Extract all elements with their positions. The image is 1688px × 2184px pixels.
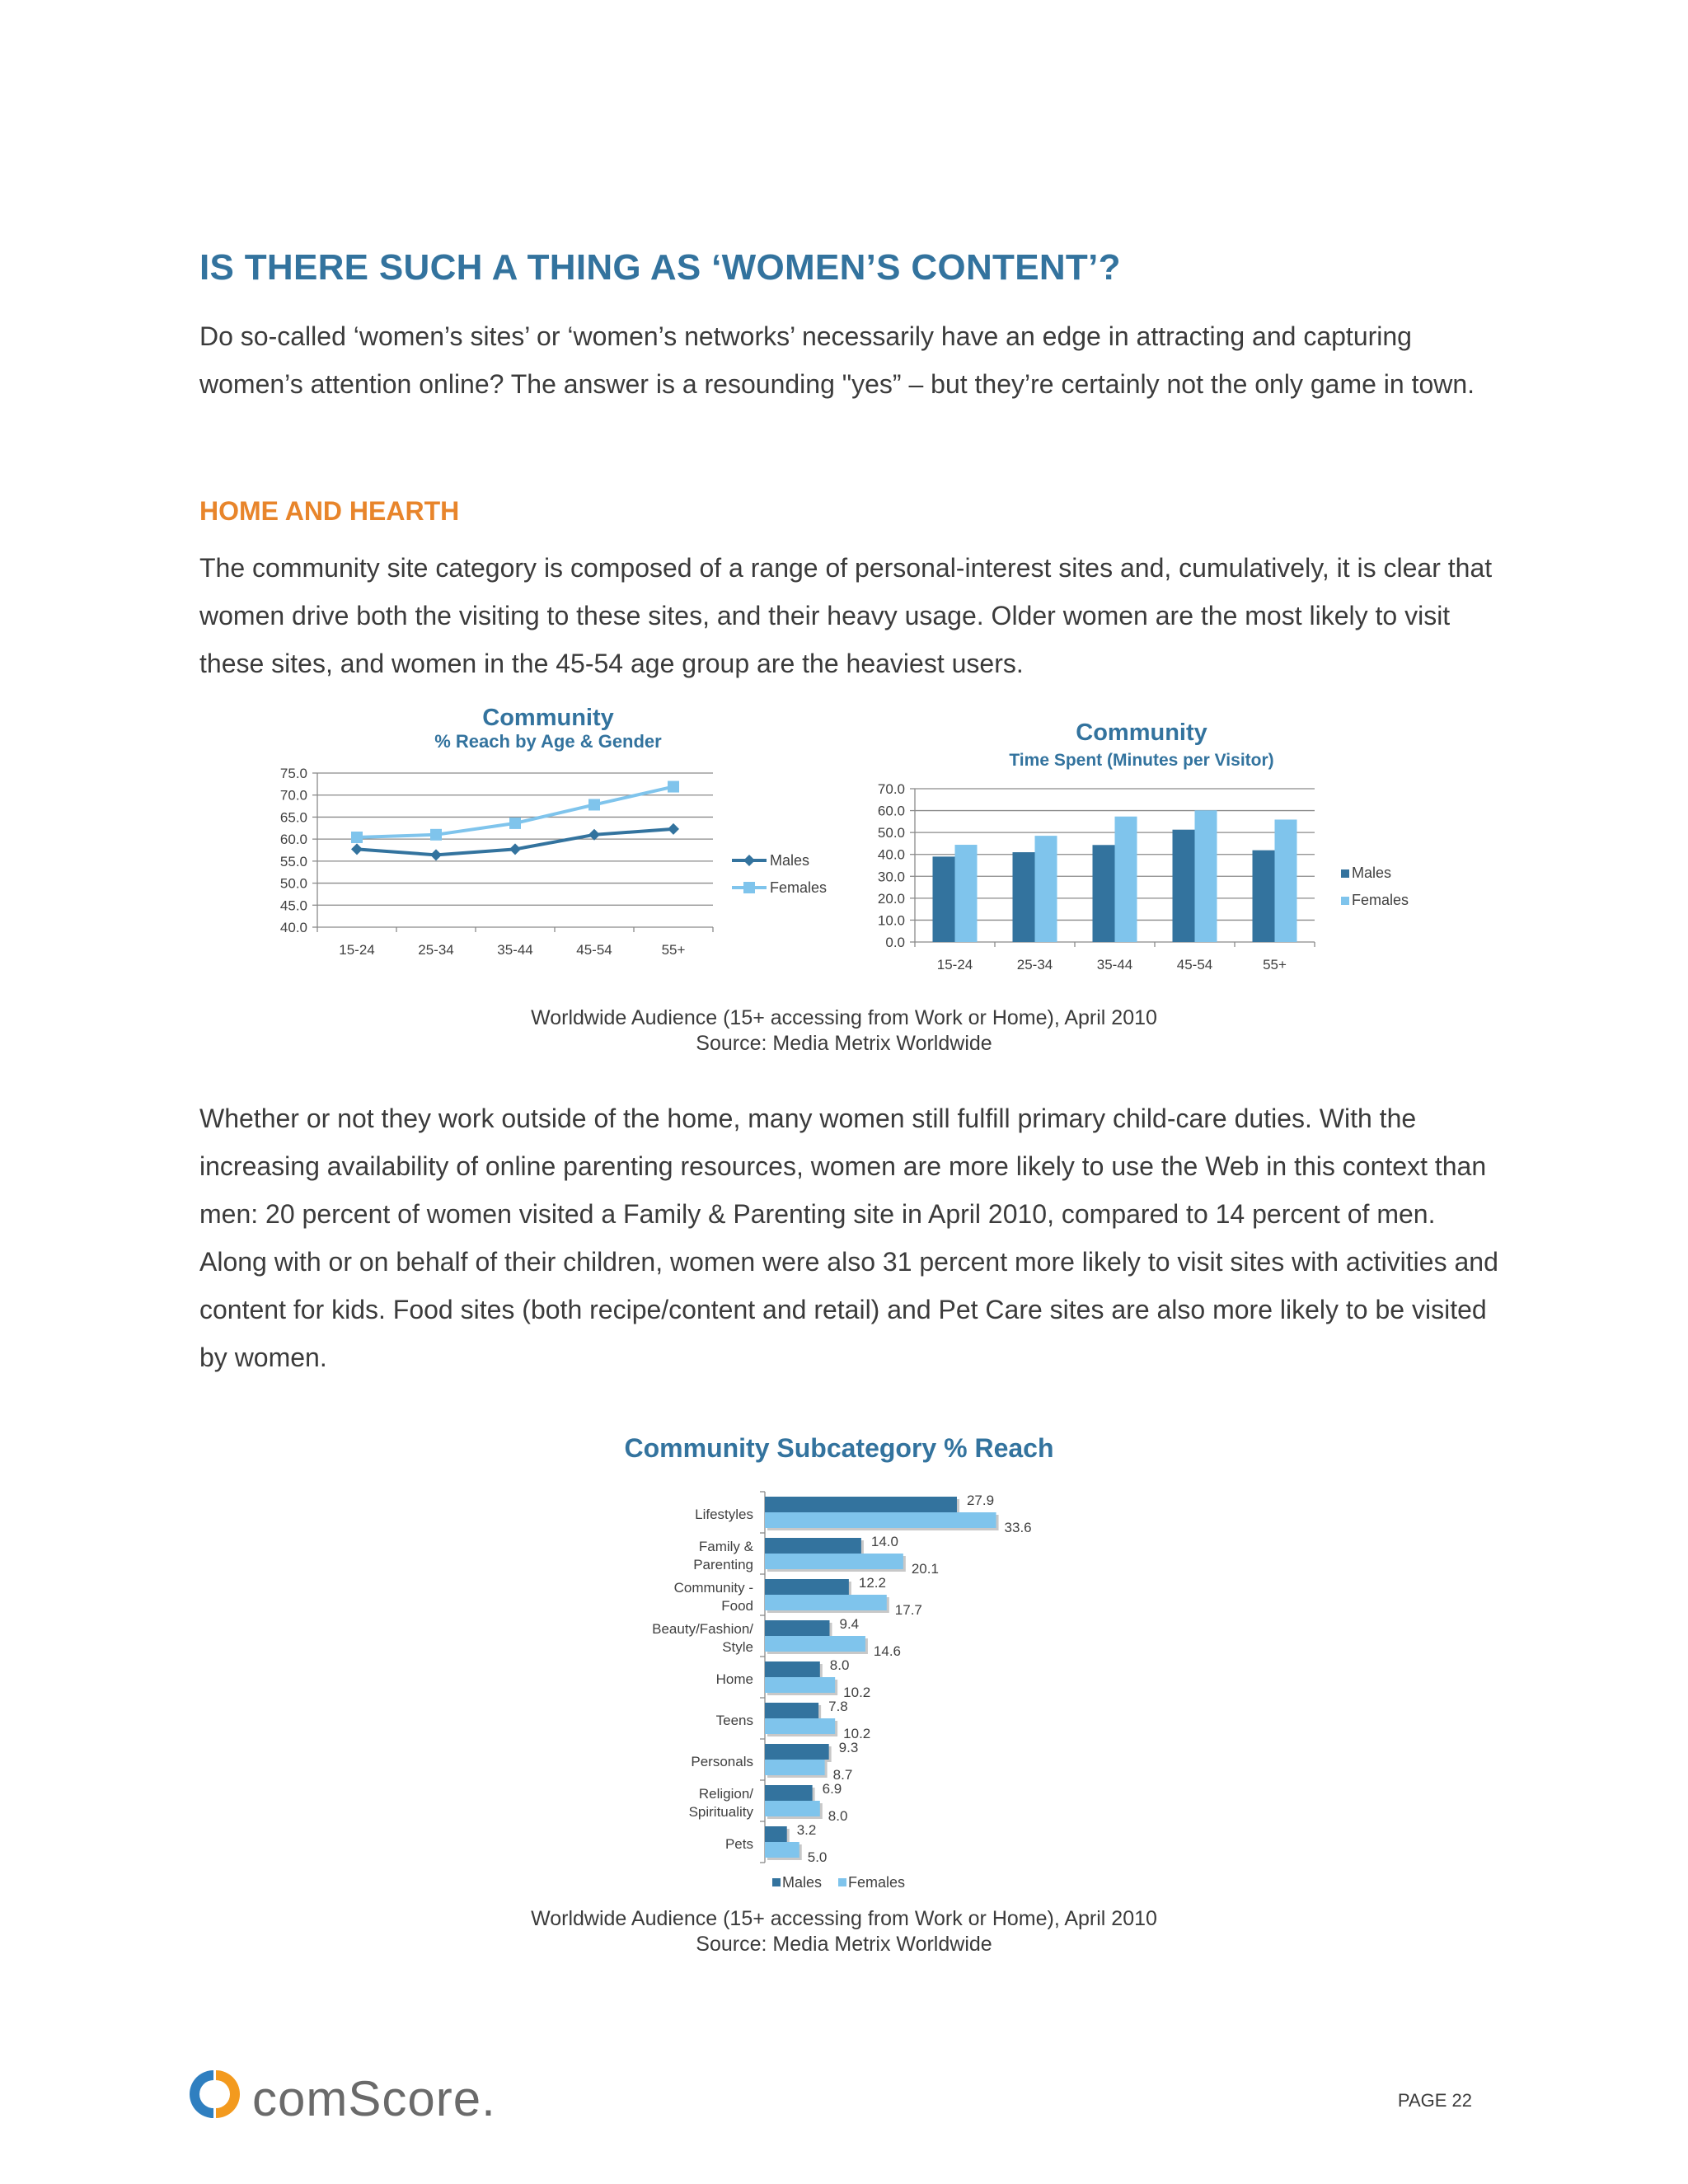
bar-males — [765, 1661, 820, 1677]
bar-females — [1195, 810, 1217, 942]
x-tick-label: 15-24 — [339, 942, 375, 958]
bar-males — [765, 1497, 957, 1512]
legend-swatch-males — [1341, 869, 1349, 878]
intro-paragraph: Do so-called ‘women’s sites’ or ‘women’s networks’ necessarily have an edge in attracting and capturing women’s attention online? The answer is a resounding "yes” – but they’re certainly not the only game in town. — [199, 321, 1475, 399]
x-tick-label: 35-44 — [497, 942, 533, 958]
data-label-females: 14.6 — [873, 1643, 902, 1659]
data-label-males: 27.9 — [966, 1493, 995, 1508]
data-label-females: 20.1 — [911, 1561, 939, 1577]
bar-males — [1093, 845, 1115, 942]
y-tick-label: 50.0 — [877, 825, 905, 841]
series-line-females — [357, 787, 673, 837]
data-point-females — [588, 799, 600, 810]
bar-females — [765, 1512, 996, 1528]
category-label: Family & — [698, 1539, 753, 1554]
x-tick-label: 45-54 — [576, 942, 612, 958]
data-point-females — [668, 781, 679, 793]
bar-females — [765, 1842, 799, 1858]
data-label-males: 12.2 — [858, 1575, 886, 1591]
y-tick-label: 75.0 — [279, 766, 307, 781]
bar-females — [765, 1554, 903, 1569]
caption-source: Source: Media Metrix Worldwide — [696, 1032, 992, 1055]
parenting-paragraph: Whether or not they work outside of the home, many women still fulfill primary child-care duties. With the increasing availability of online parenting resources, women are more likely to use the Web in this context than men: 20 percent of women visited a Family & Parenting site in April 2010, compared to 14 percent of men. Along with or on behalf of their children, women were also 31 percent more likely to visit sites with activities and content for kids. Food sites (both recipe/content and retail) and Pet Care sites are also more likely to be visited by women. — [199, 1104, 1498, 1372]
bar-females — [1275, 819, 1297, 942]
data-label-males: 6.9 — [822, 1781, 842, 1797]
y-tick-label: 30.0 — [877, 869, 905, 885]
chart-subtitle: Time Spent (Minutes per Visitor) — [1009, 751, 1274, 770]
bar-females — [765, 1677, 835, 1693]
x-tick-label: 35-44 — [1096, 957, 1133, 972]
caption-audience: Worldwide Audience (15+ accessing from Work or Home), April 2010 — [531, 1907, 1157, 1930]
y-tick-label: 45.0 — [279, 898, 307, 914]
chart-caption-2 — [0, 1906, 1688, 1957]
bar-females — [1115, 817, 1137, 942]
x-tick-label: 55+ — [661, 942, 686, 958]
bar-males — [765, 1744, 829, 1760]
category-label: Lifestyles — [695, 1507, 753, 1522]
x-tick-label: 45-54 — [1176, 957, 1213, 972]
legend-swatch-males — [772, 1878, 781, 1886]
subcategory-reach-chart — [577, 1426, 1154, 1900]
data-label-females: 10.2 — [843, 1726, 871, 1741]
chart-title: Community — [1076, 719, 1207, 746]
bar-males — [765, 1579, 849, 1595]
data-label-males: 3.2 — [796, 1822, 817, 1838]
legend-marker-females — [743, 882, 755, 893]
chart-subtitle: % Reach by Age & Gender — [434, 731, 662, 752]
bar-females — [955, 845, 978, 942]
legend-label-females: Females — [848, 1874, 906, 1891]
bar-males — [765, 1703, 818, 1718]
section-subheading: HOME AND HEARTH — [199, 496, 460, 526]
legend-swatch-females — [838, 1878, 846, 1886]
bar-males — [933, 856, 955, 942]
category-label: Style — [722, 1639, 753, 1655]
legend-label-males: Males — [1352, 865, 1392, 881]
data-point-females — [430, 829, 442, 841]
data-point-males — [509, 843, 521, 855]
bar-males — [1013, 852, 1035, 942]
bar-females — [765, 1595, 887, 1610]
comscore-wordmark: comScore. — [252, 2071, 496, 2126]
data-point-females — [351, 832, 363, 843]
category-label: Spirituality — [688, 1804, 753, 1820]
chart-caption-1 — [0, 1005, 1688, 1057]
x-tick-label: 25-34 — [1016, 957, 1053, 972]
bar-females — [765, 1718, 835, 1734]
caption-source: Source: Media Metrix Worldwide — [696, 1933, 992, 1956]
page-heading: IS THERE SUCH A THING AS ‘WOMEN’S CONTENT’? — [199, 247, 1121, 288]
community-paragraph: The community site category is composed of a range of personal-interest sites and, cumulatively, it is clear that women drive both the visiting to these sites, and their heavy usage. Older women are the most likely to visit these sites, and women in the 45-54 age group are the heaviest users. — [199, 553, 1493, 678]
legend-label-females: Females — [1352, 892, 1409, 908]
reach-line-chart — [264, 701, 857, 981]
y-tick-label: 0.0 — [885, 935, 905, 950]
legend-label-males: Males — [770, 852, 810, 869]
data-label-females: 17.7 — [894, 1602, 922, 1618]
data-label-males: 7.8 — [828, 1699, 848, 1714]
legend-label-males: Males — [782, 1874, 823, 1891]
bar-females — [1035, 836, 1057, 942]
y-tick-label: 50.0 — [279, 875, 307, 892]
category-label: Pets — [724, 1836, 753, 1852]
category-label: Community - — [673, 1580, 753, 1596]
category-label: Beauty/Fashion/ — [652, 1621, 753, 1637]
data-point-males — [351, 843, 363, 855]
chart-title: Community — [482, 705, 614, 731]
data-point-males — [668, 823, 679, 835]
data-point-males — [430, 849, 442, 860]
legend-swatch-females — [1341, 897, 1349, 905]
bar-males — [765, 1538, 861, 1554]
comscore-logo-icon — [186, 2067, 241, 2121]
y-tick-label: 70.0 — [877, 781, 905, 797]
y-tick-label: 65.0 — [279, 809, 307, 826]
data-label-females: 8.0 — [828, 1808, 848, 1824]
y-tick-label: 60.0 — [279, 832, 307, 848]
x-tick-label: 55+ — [1263, 957, 1287, 972]
y-tick-label: 10.0 — [877, 912, 905, 929]
data-label-females: 5.0 — [807, 1849, 828, 1865]
category-label: Teens — [715, 1713, 753, 1728]
data-label-females: 8.7 — [832, 1767, 853, 1783]
y-tick-label: 55.0 — [279, 853, 307, 869]
caption-audience: Worldwide Audience (15+ accessing from Work or Home), April 2010 — [531, 1006, 1157, 1029]
bar-females — [765, 1760, 825, 1775]
y-tick-label: 40.0 — [877, 846, 905, 863]
y-tick-label: 70.0 — [279, 787, 307, 804]
data-label-males: 14.0 — [870, 1534, 898, 1549]
y-tick-label: 60.0 — [877, 803, 905, 819]
category-label: Parenting — [693, 1557, 753, 1572]
data-label-males: 8.0 — [829, 1657, 850, 1673]
bar-males — [765, 1785, 813, 1801]
data-point-females — [509, 818, 521, 829]
y-tick-label: 40.0 — [279, 920, 307, 935]
legend-label-females: Females — [770, 879, 828, 896]
bar-females — [765, 1636, 865, 1652]
bar-males — [1253, 851, 1275, 942]
chart-title: Community Subcategory % Reach — [624, 1433, 1054, 1463]
bar-females — [765, 1801, 820, 1816]
y-tick-label: 20.0 — [877, 890, 905, 907]
x-tick-label: 25-34 — [418, 942, 454, 958]
bar-males — [765, 1620, 829, 1636]
category-label: Home — [715, 1671, 753, 1687]
page-number: PAGE 22 — [1397, 2090, 1472, 2111]
x-tick-label: 15-24 — [936, 957, 973, 972]
data-label-males: 9.3 — [838, 1740, 859, 1755]
category-label: Religion/ — [698, 1786, 753, 1802]
bar-males — [1173, 830, 1195, 942]
legend-marker-males — [743, 855, 755, 866]
bar-males — [765, 1826, 787, 1842]
data-label-females: 10.2 — [843, 1685, 871, 1700]
category-label: Personals — [691, 1754, 753, 1769]
time-spent-bar-chart — [857, 709, 1434, 981]
category-label: Food — [721, 1598, 753, 1614]
data-label-females: 33.6 — [1004, 1520, 1032, 1535]
data-label-males: 9.4 — [839, 1616, 860, 1632]
